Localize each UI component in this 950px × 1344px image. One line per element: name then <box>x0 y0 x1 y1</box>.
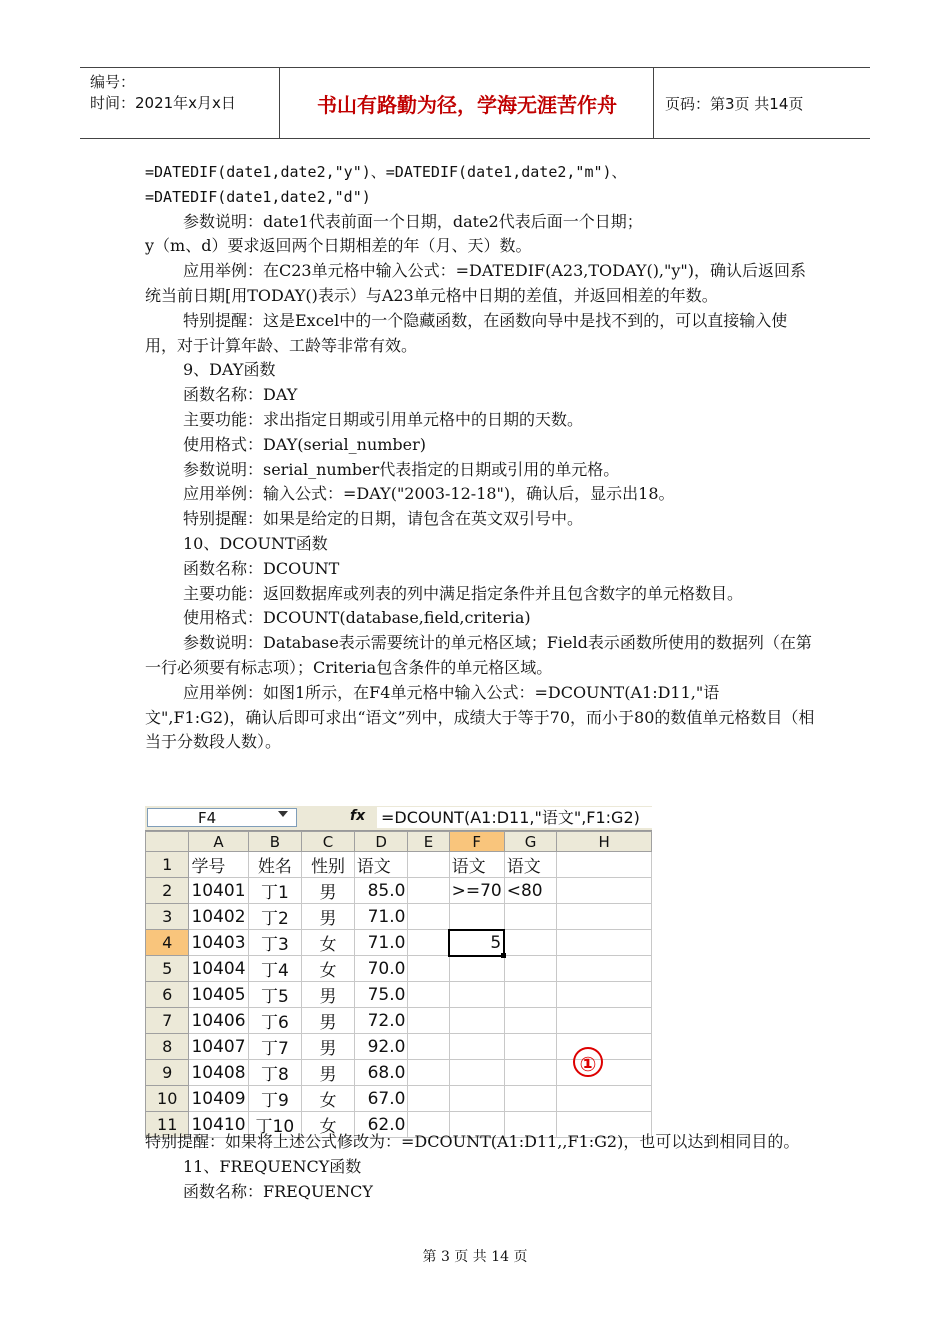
cell-D8[interactable]: 92.0 <box>354 1034 408 1060</box>
row-header[interactable]: 10 <box>146 1086 189 1112</box>
cell-E3[interactable] <box>408 904 449 930</box>
cell-B10[interactable]: 丁9 <box>248 1086 302 1112</box>
paragraph: 使用格式：DAY(serial_number) <box>183 434 427 454</box>
figure-number-badge: ① <box>573 1047 603 1077</box>
cell-D10[interactable]: 67.0 <box>354 1086 408 1112</box>
paragraph: 函数名称：DCOUNT <box>183 558 340 578</box>
paragraph: 应用举例：如图1所示，在F4单元格中输入公式：=DCOUNT(A1:D11,"语文",F1:G2)，确认后即可求出“语文”列中，成绩大于等于70，而小于80的数值单元格数目（相当于分数段人数）。 <box>145 682 815 752</box>
cell-C10[interactable]: 女 <box>302 1086 355 1112</box>
dropdown-arrow-icon[interactable] <box>278 811 288 817</box>
cell-A8[interactable]: 10407 <box>189 1034 248 1060</box>
fill-handle[interactable] <box>501 953 506 958</box>
cell-A4[interactable]: 10403 <box>189 930 248 956</box>
cell-F8[interactable] <box>449 1034 504 1060</box>
name-box[interactable]: F4 <box>147 808 297 827</box>
number-label: 编号： <box>90 73 136 91</box>
cell-F4[interactable] <box>449 930 504 956</box>
column-header[interactable]: G <box>504 832 557 852</box>
cell-C4[interactable]: 女 <box>302 930 355 956</box>
row-header[interactable]: 7 <box>146 1008 189 1034</box>
cell-C11[interactable]: 女 <box>302 1112 355 1138</box>
cell-F3[interactable] <box>449 904 504 930</box>
cell-C2[interactable]: 男 <box>302 878 355 904</box>
table-row <box>146 982 652 1008</box>
document-body-continued <box>145 1130 815 1204</box>
cell-A10[interactable]: 10409 <box>189 1086 248 1112</box>
header-page-info: 页码：第3页 共14页 <box>665 94 804 113</box>
table-row <box>146 956 652 982</box>
cell-C1[interactable]: 性别 <box>302 852 355 878</box>
cell-G5[interactable] <box>504 956 557 982</box>
cell-B3[interactable]: 丁2 <box>248 904 302 930</box>
cell-G1[interactable]: 语文 <box>504 852 557 878</box>
cell-G3[interactable] <box>504 904 557 930</box>
cell-D2[interactable]: 85.0 <box>354 878 408 904</box>
column-header-row <box>146 832 652 852</box>
cell-G2[interactable]: <80 <box>504 878 557 904</box>
cell-F2[interactable]: >=70 <box>449 878 504 904</box>
cell-F9[interactable] <box>449 1060 504 1086</box>
section-heading: 9、DAY函数 <box>183 360 276 380</box>
cell-F1[interactable]: 语文 <box>449 852 504 878</box>
cell-C8[interactable]: 男 <box>302 1034 355 1060</box>
column-header[interactable]: F <box>449 832 504 852</box>
section-heading: 10、DCOUNT函数 <box>183 533 328 553</box>
cell-F6[interactable] <box>449 982 504 1008</box>
cell-C5[interactable]: 女 <box>302 956 355 982</box>
table-row <box>146 1008 652 1034</box>
paragraph: 应用举例：输入公式：=DAY("2003-12-18")，确认后，显示出18。 <box>183 484 675 504</box>
row-header[interactable]: 1 <box>146 852 189 878</box>
row-header[interactable]: 11 <box>146 1112 189 1138</box>
row-header[interactable]: 8 <box>146 1034 189 1060</box>
row-header[interactable]: 2 <box>146 878 189 904</box>
cell-B4[interactable]: 丁3 <box>248 930 302 956</box>
spreadsheet-figure <box>145 806 652 1137</box>
select-all-corner[interactable] <box>146 832 189 852</box>
column-header[interactable]: B <box>248 832 302 852</box>
paragraph: 参数说明：date1代表前面一个日期，date2代表后面一个日期； <box>183 211 643 231</box>
cell-A1[interactable]: 学号 <box>189 852 248 878</box>
cell-H6[interactable] <box>557 982 652 1008</box>
cell-H8[interactable] <box>557 1034 652 1060</box>
row-header[interactable]: 5 <box>146 956 189 982</box>
cell-A5[interactable]: 10404 <box>189 956 248 982</box>
column-header[interactable]: H <box>557 832 652 852</box>
cell-H10[interactable] <box>557 1086 652 1112</box>
header-meta <box>80 68 280 138</box>
table-row <box>146 930 652 956</box>
cell-H3[interactable] <box>557 904 652 930</box>
cell-H2[interactable] <box>557 878 652 904</box>
formula-input[interactable]: =DCOUNT(A1:D11,"语文",F1:G2) <box>377 807 652 828</box>
paragraph: 特别提醒：如果是给定的日期，请包含在英文双引号中。 <box>183 509 584 529</box>
cell-G8[interactable] <box>504 1034 557 1060</box>
row-header[interactable]: 3 <box>146 904 189 930</box>
column-header[interactable]: C <box>302 832 355 852</box>
cell-E6[interactable] <box>408 982 449 1008</box>
row-header[interactable]: 9 <box>146 1060 189 1086</box>
cell-F10[interactable] <box>449 1086 504 1112</box>
cell-B6[interactable]: 丁5 <box>248 982 302 1008</box>
cell-D1[interactable]: 语文 <box>354 852 408 878</box>
cell-D11[interactable]: 62.0 <box>354 1112 408 1138</box>
table-row <box>146 852 652 878</box>
table-row <box>146 878 652 904</box>
cell-D4[interactable]: 71.0 <box>354 930 408 956</box>
table-row <box>146 1086 652 1112</box>
cell-B7[interactable]: 丁6 <box>248 1008 302 1034</box>
cell-B8[interactable]: 丁7 <box>248 1034 302 1060</box>
paragraph: 参数说明：Database表示需要统计的单元格区域；Field表示函数所使用的数据列（在第一行必须要有标志项）；Criteria包含条件的单元格区域。 <box>145 633 812 677</box>
date-label: 时间：2021年x月x日 <box>90 94 236 112</box>
row-header[interactable]: 4 <box>146 930 189 956</box>
page-header <box>80 67 870 139</box>
row-header[interactable]: 6 <box>146 982 189 1008</box>
cell-B9[interactable]: 丁8 <box>248 1060 302 1086</box>
cell-C7[interactable]: 男 <box>302 1008 355 1034</box>
cell-G7[interactable] <box>504 1008 557 1034</box>
cell-F5[interactable] <box>449 956 504 982</box>
cell-G9[interactable] <box>504 1060 557 1086</box>
paragraph: 使用格式：DCOUNT(database,field,criteria) <box>183 608 531 628</box>
cell-H1[interactable] <box>557 852 652 878</box>
cell-B11[interactable]: 丁10 <box>248 1112 302 1138</box>
cell-E1[interactable] <box>408 852 449 878</box>
table-row <box>146 904 652 930</box>
paragraph: 函数名称：FREQUENCY <box>183 1181 373 1201</box>
cell-D5[interactable]: 70.0 <box>354 956 408 982</box>
header-slogan: 书山有路勤为径，学海无涯苦作舟 <box>281 68 654 138</box>
cell-E7[interactable] <box>408 1008 449 1034</box>
cell-B5[interactable]: 丁4 <box>248 956 302 982</box>
document-body <box>145 160 815 755</box>
paragraph: 特别提醒：如果将上述公式修改为：=DCOUNT(A1:D11,,F1:G2)，也可以达到相同目的。 <box>145 1132 800 1151</box>
cell-B1[interactable]: 姓名 <box>248 852 302 878</box>
column-header[interactable]: E <box>408 832 449 852</box>
cell-E9[interactable] <box>408 1060 449 1086</box>
cell-A6[interactable]: 10405 <box>189 982 248 1008</box>
paragraph: 函数名称：DAY <box>183 385 298 405</box>
paragraph: 应用举例：在C23单元格中输入公式：=DATEDIF(A23,TODAY(),"y")，确认后返回系统当前日期[用TODAY()表示）与A23单元格中日期的差值，并返回相差的年数。 <box>145 261 807 305</box>
paragraph: =DATEDIF(date1,date2,"y")、=DATEDIF(date1,date2,"m")、=DATEDIF(date1,date2,"d") <box>145 163 627 206</box>
cell-B2[interactable]: 丁1 <box>248 878 302 904</box>
cell-E2[interactable] <box>408 878 449 904</box>
cell-E8[interactable] <box>408 1034 449 1060</box>
cell-A11[interactable]: 10410 <box>189 1112 248 1138</box>
column-header[interactable]: D <box>354 832 408 852</box>
cell-D3[interactable]: 71.0 <box>354 904 408 930</box>
page-footer: 第 3 页 共 14 页 <box>422 1249 528 1265</box>
cell-H9[interactable] <box>557 1060 652 1086</box>
paragraph: 主要功能：求出指定日期或引用单元格中的日期的天数。 <box>183 409 584 429</box>
cell-D6[interactable]: 75.0 <box>354 982 408 1008</box>
paragraph: 特别提醒：这是Excel中的一个隐藏函数，在函数向导中是找不到的，可以直接输入使用，对于计算年龄、工龄等非常有效。 <box>145 310 788 355</box>
cell-D7[interactable]: 72.0 <box>354 1008 408 1034</box>
cell-G4[interactable] <box>504 930 557 956</box>
cell-C9[interactable]: 男 <box>302 1060 355 1086</box>
cell-G10[interactable] <box>504 1086 557 1112</box>
cell-E5[interactable] <box>408 956 449 982</box>
cell-E4[interactable] <box>408 930 449 956</box>
cell-H5[interactable] <box>557 956 652 982</box>
cell-H7[interactable] <box>557 1008 652 1034</box>
cell-G6[interactable] <box>504 982 557 1008</box>
cell-H4[interactable] <box>557 930 652 956</box>
active-cell-value: 5 <box>490 932 502 953</box>
cell-C3[interactable]: 男 <box>302 904 355 930</box>
fx-icon[interactable]: fx <box>350 808 366 824</box>
cell-A7[interactable]: 10406 <box>189 1008 248 1034</box>
cell-grid <box>145 831 652 1138</box>
cell-A9[interactable]: 10408 <box>189 1060 248 1086</box>
paragraph: y（m、d）要求返回两个日期相差的年（月、天）数。 <box>145 236 532 256</box>
formula-bar <box>145 806 652 831</box>
cell-C6[interactable]: 男 <box>302 982 355 1008</box>
cell-F7[interactable] <box>449 1008 504 1034</box>
column-header[interactable]: A <box>189 832 248 852</box>
cell-A2[interactable]: 10401 <box>189 878 248 904</box>
paragraph: 参数说明：serial_number代表指定的日期或引用的单元格。 <box>183 459 620 479</box>
cell-E10[interactable] <box>408 1086 449 1112</box>
section-heading: 11、FREQUENCY函数 <box>183 1156 362 1176</box>
paragraph: 主要功能：返回数据库或列表的列中满足指定条件并且包含数字的单元格数目。 <box>183 583 744 603</box>
cell-A3[interactable]: 10402 <box>189 904 248 930</box>
cell-D9[interactable]: 68.0 <box>354 1060 408 1086</box>
